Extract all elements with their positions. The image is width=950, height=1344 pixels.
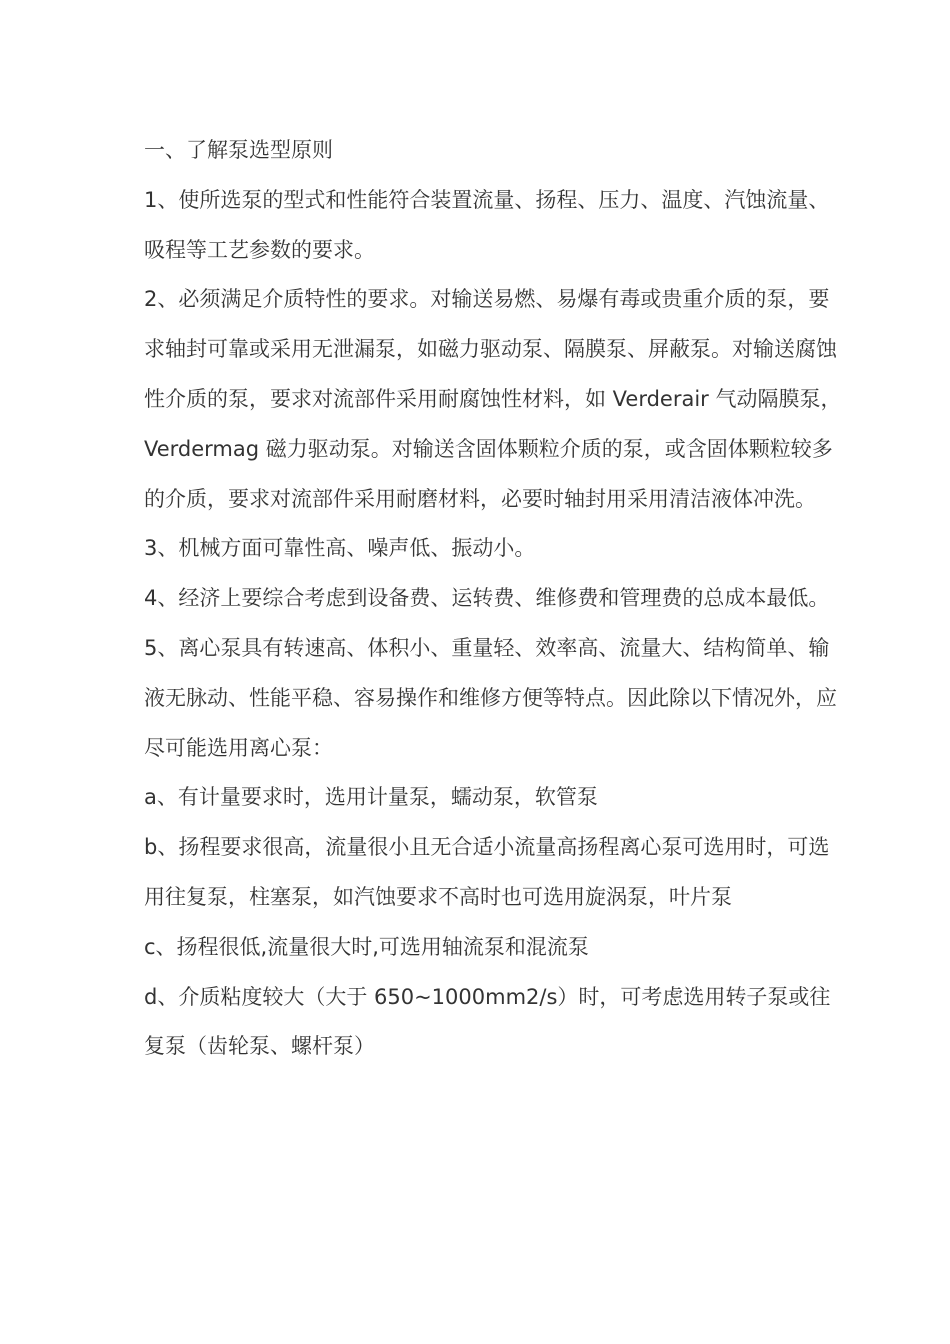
- paragraph-3: 3、机械方面可靠性高、噪声低、振动小。: [144, 536, 536, 561]
- section-heading: 一、了解泵选型原则: [144, 138, 333, 162]
- paragraph-4: 4、经济上要综合考虑到设备费、运转费、维修费和管理费的总成本最低。: [144, 586, 830, 611]
- paragraph-2: 2、必须满足介质特性的要求。对输送易燃、易爆有毒或贵重介质的泵，要求轴封可靠或采用无泄漏泵，如磁力驱动泵、隔膜泵、屏蔽泵。对输送腐蚀性介质的泵，要求对流部件采用耐腐蚀性材料，如 Verderair 气动隔膜泵，Verdermag 磁力驱动泵。对输送含固体颗粒介质的泵，或含固体颗粒较多的介质，要求对流部件采用耐磨材料，必要时轴封用采用清洁液体冲洗。: [144, 287, 842, 511]
- list-item-a: a、有计量要求时，选用计量泵，蠕动泵，软管泵: [144, 785, 598, 810]
- paragraph-5: 5、离心泵具有转速高、体积小、重量轻、效率高、流量大、结构简单、输液无脉动、性能平稳、容易操作和维修方便等特点。因此除以下情况外，应尽可能选用离心泵：: [144, 635, 837, 760]
- list-item-d: d、介质粘度较大（大于 650~1000mm2/s）时，可考虑选用转子泵或往复泵（齿轮泵、螺杆泵）: [144, 984, 831, 1059]
- list-item-c: c、扬程很低,流量很大时,可选用轴流泵和混流泵: [144, 934, 589, 959]
- list-item-b: b、扬程要求很高，流量很小且无合适小流量高扬程离心泵可选用时，可选用往复泵，柱塞泵，如汽蚀要求不高时也可选用旋涡泵，叶片泵: [144, 835, 830, 909]
- document-body: [144, 126, 844, 1072]
- paragraph-1: 1、使所选泵的型式和性能符合装置流量、扬程、压力、温度、汽蚀流量、吸程等工艺参数的要求。: [144, 187, 830, 262]
